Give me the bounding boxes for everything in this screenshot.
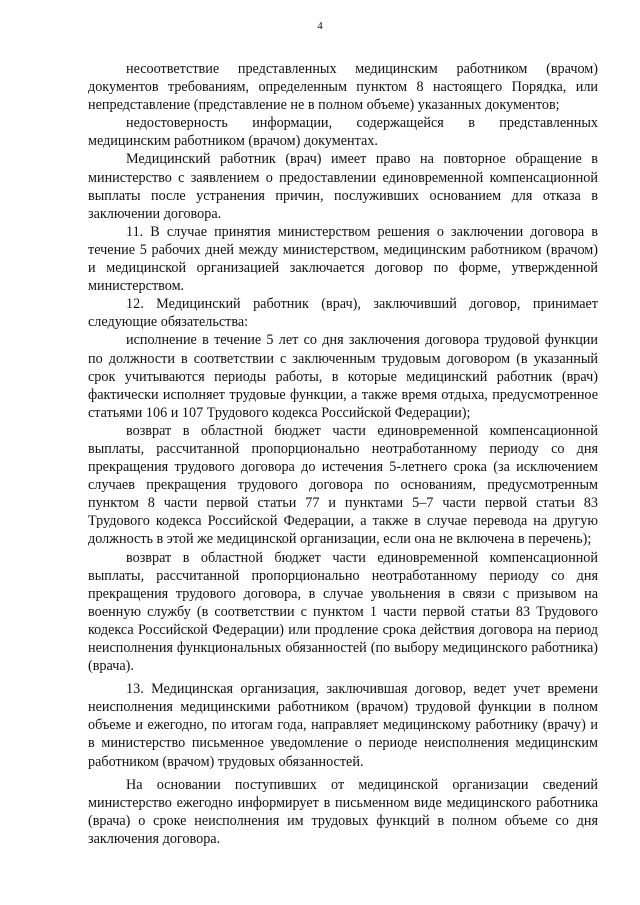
paragraph: исполнение в течение 5 лет со дня заключения договора трудовой функции по должности в соответствии с заключенным трудовым договором (в указанный срок учитываются периоды работы, в которые медицинский работник (врач) фактически исполняет трудовые функции, а также время отдыха, предусмотренное статьями 106 и 107 Трудового кодекса Российской Федерации); bbox=[88, 332, 598, 421]
paragraph: На основании поступивших от медицинской организации сведений министерство ежегодно информирует в письменном виде медицинского работника (врача) о сроке неисполнения им трудовых функций в полном объеме со дня заключения договора. bbox=[88, 776, 598, 847]
paragraph: несоответствие представленных медицинским работником (врачом) документов требованиям, определенным пунктом 8 настоящего Порядка, или непредставление (представление не в полном объеме) указанных документов; bbox=[88, 61, 598, 114]
paragraph-item-13: 13. Медицинская организация, заключившая договор, ведет учет времени неисполнения медицинскими работником (врачом) трудовой функции в полном объеме и ежегодно, по итогам года, направляет медицинскому работнику (врачу) и в министерство письменное уведомление о периоде неисполнения медицинским работником (врачом) трудовых обязанностей. bbox=[88, 681, 598, 770]
paragraph: возврат в областной бюджет части единовременной компенсационной выплаты, рассчитанной пропорционально неотработанному периоду со дня прекращения трудового договора до истечения 5-летнего срока (за исключением случаев прекращения трудового договора по основаниям, предусмотренным пунктом 8 части первой статьи 77 и пунктами 5–7 части первой статьи 83 Трудового кодекса Российской Федерации, а также в случае перевода на другую должность в этой же медицинской организации, если она не включена в перечень); bbox=[88, 422, 598, 548]
paragraph-item-12: 12. Медицинский работник (врач), заключивший договор, принимает следующие обязательства: bbox=[88, 296, 598, 331]
document-body bbox=[88, 60, 598, 848]
paragraph: Медицинский работник (врач) имеет право на повторное обращение в министерство с заявлением о предоставлении единовременной компенсационной выплаты после устранения причин, послуживших основанием для отказа в заключении договора. bbox=[88, 151, 598, 222]
paragraph: недостоверность информации, содержащейся в представленных медицинским работником (врачом) документах. bbox=[88, 115, 598, 150]
page-number: 4 bbox=[317, 20, 323, 32]
paragraph: возврат в областной бюджет части единовременной компенсационной выплаты, рассчитанной пропорционально неотработанному периоду со дня прекращения трудового договора, в случае увольнения в связи с призывом на военную службу (в соответствии с пунктом 1 части первой статьи 83 Трудового кодекса Российской Федерации) или продление срока действия договора на период неисполнения функциональных обязанностей (по выбору медицинского работника) (врача). bbox=[88, 549, 598, 675]
paragraph-item-11: 11. В случае принятия министерством решения о заключении договора в течение 5 рабочих дней между министерством, медицинским работником (врачом) и медицинской организацией заключается договор по форме, утвержденной министерством. bbox=[88, 223, 598, 295]
